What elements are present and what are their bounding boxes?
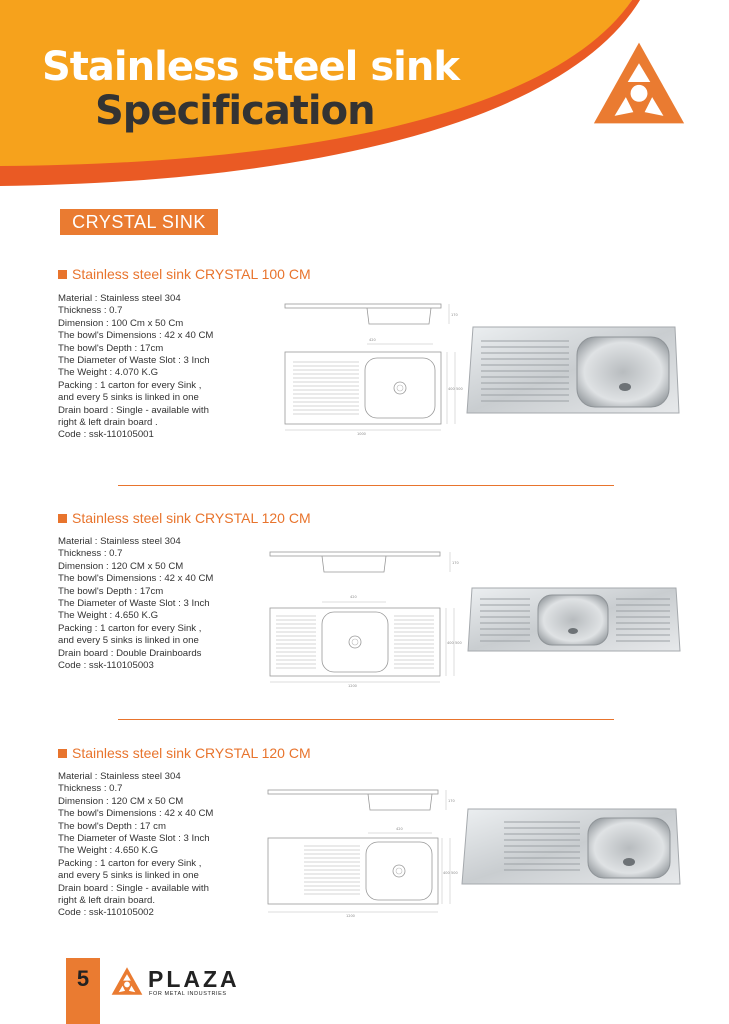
page-title-line1: Stainless steel sink [42,44,459,90]
technical-drawing-2 [268,548,462,690]
page-number: 5 [76,966,90,991]
spec-line: Dimension : 120 CM x 50 CM [58,560,184,572]
product-title: Stainless steel sink CRYSTAL 100 CM [58,265,678,283]
brand-tagline: FOR METAL INDUSTRIES [149,991,227,997]
spec-line: Thickness : 0.7 [58,783,123,795]
plaza-triangle-logo-icon [592,40,686,126]
plaza-triangle-logo-icon [111,966,143,996]
spec-line: Packing : 1 carton for every Sink , [58,379,202,391]
brand-name: PLAZA [148,966,240,992]
category-badge: CRYSTAL SINK [60,209,218,235]
bullet-square-icon [58,270,67,279]
spec-line: The bowl's Dimensions : 42 x 40 CM [58,330,214,342]
dim-h2: 400 [448,387,455,391]
spec-line: The Diameter of Waste Slot : 3 Inch [58,598,210,610]
spec-list [58,771,258,920]
spec-line: Code : ssk-110105002 [58,907,154,919]
spec-line: The bowl's Dimensions : 42 x 40 CM [58,573,214,585]
dim-depth: 170 [451,313,458,317]
dim-bowl: 420 [369,338,376,342]
dim-overall: 1200 [348,684,357,688]
spec-line: and every 5 sinks is linked in one [58,635,199,647]
bullet-square-icon [58,749,67,758]
dim-h2: 400 [447,641,454,645]
dim-overall: 1000 [357,432,366,436]
spec-line: right & left drain board . [58,417,158,429]
spec-line: Code : ssk-110105001 [58,429,154,441]
spec-line: The bowl's Depth : 17cm [58,585,164,597]
spec-line: and every 5 sinks is linked in one [58,392,199,404]
dim-h1: 500 [456,387,463,391]
spec-line: Code : ssk-110105003 [58,660,154,672]
product-title: Stainless steel sink CRYSTAL 120 CM [58,744,678,762]
spec-line: The bowl's Depth : 17cm [58,342,164,354]
dim-bowl: 420 [396,827,403,831]
sink-photo-1 [465,323,681,423]
dim-depth: 170 [448,799,455,803]
spec-line: Packing : 1 carton for every Sink , [58,857,202,869]
dim-overall: 1200 [346,914,355,918]
spec-line: Drain board : Single - available with [58,882,209,894]
dim-bowl: 420 [350,595,357,599]
spec-line: Dimension : 120 CM x 50 CM [58,795,184,807]
spec-line: Packing : 1 carton for every Sink , [58,622,202,634]
spec-list [58,536,258,672]
dim-h2: 400 [443,871,450,875]
spec-line: The Weight : 4.650 K.G [58,845,159,857]
section-divider [118,485,614,486]
spec-line: The Weight : 4.650 K.G [58,610,159,622]
spec-line: The Diameter of Waste Slot : 3 Inch [58,355,210,367]
spec-line: right & left drain board. [58,895,156,907]
sink-photo-3 [460,806,682,890]
spec-line: Material : Stainless steel 304 [58,536,181,547]
spec-line: Thickness : 0.7 [58,305,123,317]
spec-line: The Weight : 4.070 K.G [58,367,159,379]
dim-depth: 170 [452,561,459,565]
spec-line: Thickness : 0.7 [58,548,123,560]
technical-drawing-3 [266,786,458,922]
spec-line: Material : Stainless steel 304 [58,771,181,782]
dim-h1: 500 [455,641,462,645]
spec-line: The bowl's Dimensions : 42 x 40 CM [58,808,214,820]
sink-photo-2 [466,585,682,657]
spec-line: The bowl's Depth : 17 cm [58,820,166,832]
dim-h1: 500 [451,871,458,875]
page-title-line2: Specification [95,88,375,134]
spec-line: Drain board : Double Drainboards [58,647,202,659]
spec-line: Material : Stainless steel 304 [58,293,181,304]
technical-drawing-1 [283,298,463,438]
spec-list [58,293,258,442]
product-title: Stainless steel sink CRYSTAL 120 CM [58,509,678,527]
spec-line: The Diameter of Waste Slot : 3 Inch [58,833,210,845]
spec-line: Dimension : 100 Cm x 50 Cm [58,317,184,329]
section-divider [118,719,614,720]
spec-line: Drain board : Single - available with [58,404,209,416]
bullet-square-icon [58,514,67,523]
spec-line: and every 5 sinks is linked in one [58,870,199,882]
